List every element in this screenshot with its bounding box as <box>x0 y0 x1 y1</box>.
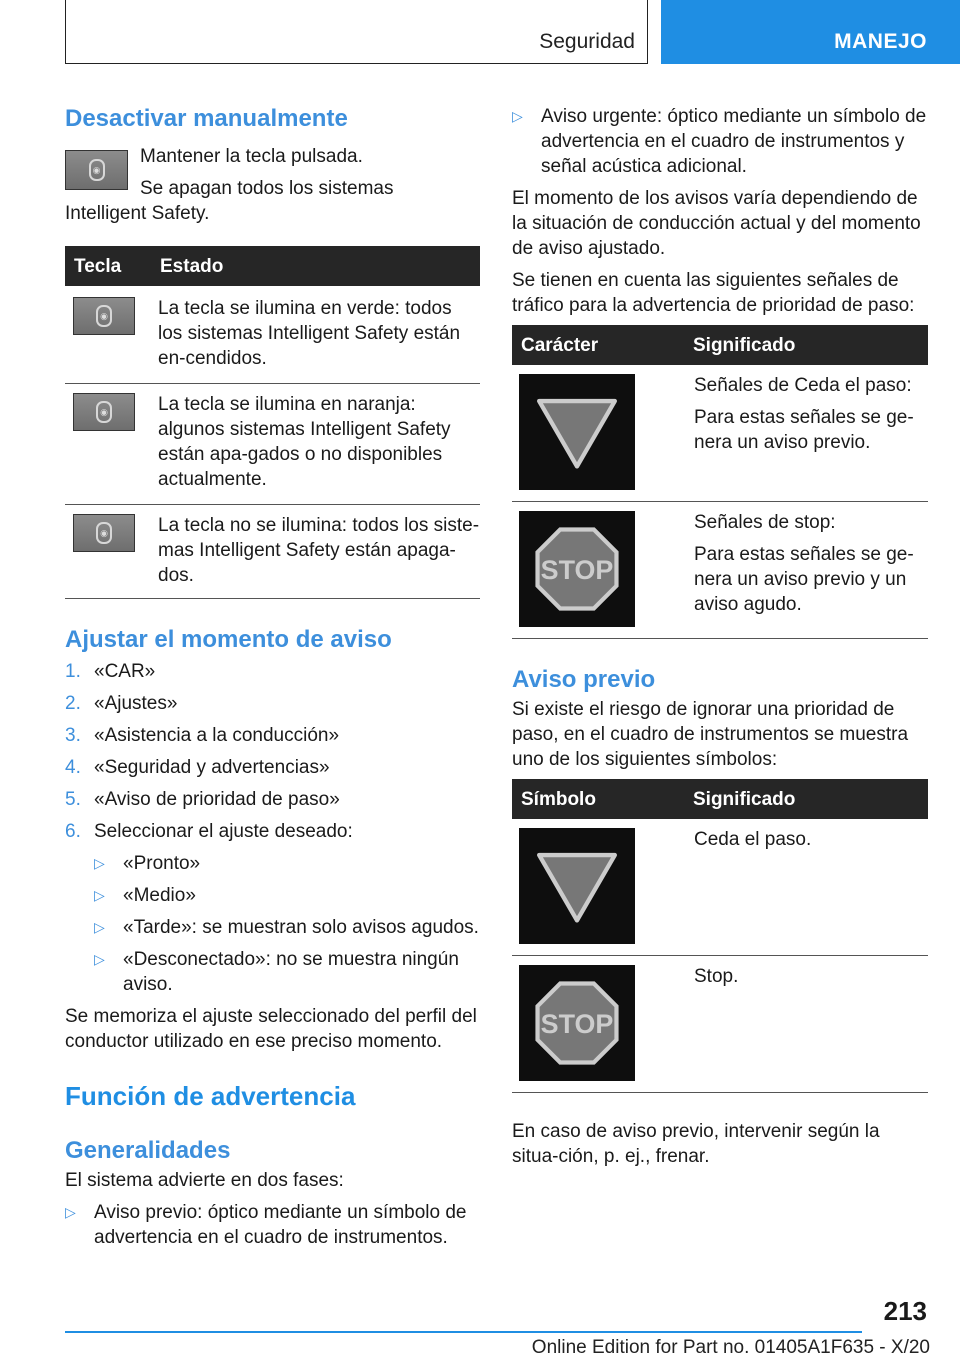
key-green-image <box>73 297 135 335</box>
stop-description: Para estas señales se ge-nera un aviso previo y un aviso agudo. <box>694 544 914 615</box>
table-row <box>65 505 480 599</box>
list-item: ▷ «Tarde»: se muestran solo avisos agudos. <box>94 917 479 938</box>
key-symbol-icon: ◉ <box>96 305 112 327</box>
stop-label: Señales de stop: <box>694 512 836 533</box>
list-item: ▷ «Pronto» <box>94 853 201 874</box>
col-header-caracter: Carácter <box>512 325 684 365</box>
aviso-previo-text: Si existe el riesgo de ignorar una prioridad de paso, en el cuadro de instrumentos se muestra uno de los siguientes símbolos: <box>512 699 909 770</box>
col-header-estado: Estado <box>151 246 480 286</box>
momento-text: El momento de los avisos varía dependiendo de la situación de conducción actual y del momento de aviso ajustado. <box>512 188 921 259</box>
bullet-triangle-icon: ▷ <box>94 855 105 871</box>
heading-funcion: Función de advertencia <box>65 1081 356 1111</box>
svg-text:STOP: STOP <box>540 1009 614 1040</box>
key-status-green: La tecla se ilumina en verde: todos los sistemas Intelligent Safety están en-cendidos. <box>151 286 480 384</box>
list-item: ▷ «Desconectado»: no se muestra ningún aviso. <box>94 949 459 995</box>
key-orange-image <box>73 393 135 431</box>
stop-symbol-image <box>519 965 635 1081</box>
stop-sign-icon <box>535 981 619 1065</box>
key-symbol-icon: ◉ <box>96 401 112 423</box>
desactivar-result: Se apagan todos los sistemas Intelligent Safety. <box>65 178 394 224</box>
table-row <box>65 384 480 505</box>
key-symbol-icon: ◉ <box>96 522 112 544</box>
left-column <box>65 104 480 1257</box>
heading-desactivar: Desactivar manualmente <box>65 105 348 132</box>
symbol-meaning-table <box>512 779 928 1093</box>
generalidades-text: El sistema advierte en dos fases: <box>65 1170 344 1191</box>
bullet-triangle-icon: ▷ <box>512 108 523 124</box>
yield-label: Señales de Ceda el paso: <box>694 375 912 396</box>
list-item: 2. «Ajustes» <box>65 693 178 714</box>
stop-symbol-label: Stop. <box>694 966 739 987</box>
senales-text: Se tienen en cuenta las siguientes señales de tráfico para la advertencia de prioridad de paso: <box>512 270 915 316</box>
memoriza-text: Se memoriza el ajuste seleccionado del perfil del conductor utilizado en ese preciso momento. <box>65 1006 477 1052</box>
col-header-significado: Significado <box>684 325 928 365</box>
heading-generalidades: Generalidades <box>65 1137 231 1164</box>
bullet-triangle-icon: ▷ <box>65 1204 76 1220</box>
steps-list <box>65 659 480 997</box>
table-row <box>512 502 928 639</box>
list-item: 3. «Asistencia a la conducción» <box>65 725 340 746</box>
list-item: ▷ Aviso previo: óptico mediante un símbolo de advertencia en el cuadro de instrumentos. <box>65 1202 467 1248</box>
col-header-tecla: Tecla <box>65 246 151 286</box>
bullet-triangle-icon: ▷ <box>94 951 105 967</box>
heading-ajustar: Ajustar el momento de aviso <box>65 626 392 653</box>
stop-sign-icon <box>535 527 619 611</box>
page-number: 213 <box>883 1296 927 1326</box>
yield-symbol-image <box>519 828 635 944</box>
yield-sign-image <box>519 374 635 490</box>
table-row <box>512 365 928 502</box>
col-header-significado: Significado <box>684 779 928 819</box>
intelligent-safety-key-image <box>65 150 128 190</box>
list-item: ▷ Aviso urgente: óptico mediante un símbolo de advertencia en el cuadro de instrumentos y señal acústica adicional. <box>512 106 927 177</box>
key-symbol-icon: ◉ <box>89 159 105 181</box>
list-item: 6. Seleccionar el ajuste deseado: <box>65 821 353 842</box>
key-off-image <box>73 514 135 552</box>
yield-description: Para estas señales se ge-nera un aviso previo. <box>694 407 914 453</box>
yield-sign-icon <box>534 389 620 475</box>
key-status-off: La tecla no se ilumina: todos los siste-mas Intelligent Safety están apaga-dos. <box>151 505 480 599</box>
list-item: ▷ «Medio» <box>94 885 196 906</box>
list-item: 5. «Aviso de prioridad de paso» <box>65 789 340 810</box>
footer-divider <box>65 1331 862 1333</box>
right-column <box>512 104 928 1176</box>
section-title: Seguridad <box>539 30 635 53</box>
table-row <box>512 819 928 956</box>
chapter-tab: MANEJO <box>661 0 960 64</box>
key-status-table <box>65 246 480 599</box>
edition-footer: Online Edition for Part no. 01405A1F635 - X/20 <box>531 1337 930 1358</box>
list-item: 4. «Seguridad y advertencias» <box>65 757 330 778</box>
yield-symbol-label: Ceda el paso. <box>694 829 812 850</box>
bullet-triangle-icon: ▷ <box>94 919 105 935</box>
desactivar-step: Mantener la tecla pulsada. <box>140 146 363 167</box>
final-instruction: En caso de aviso previo, intervenir según la situa-ción, p. ej., frenar. <box>512 1121 880 1167</box>
sign-meaning-table <box>512 325 928 639</box>
svg-text:STOP: STOP <box>540 555 614 586</box>
col-header-simbolo: Símbolo <box>512 779 684 819</box>
yield-sign-icon <box>534 843 620 929</box>
bullet-triangle-icon: ▷ <box>94 887 105 903</box>
table-row <box>512 956 928 1093</box>
table-row <box>65 286 480 384</box>
list-item: 1. «CAR» <box>65 661 156 682</box>
options-list <box>65 851 480 997</box>
stop-sign-image <box>519 511 635 627</box>
key-status-orange: La tecla se ilumina en naranja: algunos sistemas Intelligent Safety están apa-gados o no disponibles actualmente. <box>151 384 480 505</box>
heading-aviso-previo: Aviso previo <box>512 666 656 693</box>
